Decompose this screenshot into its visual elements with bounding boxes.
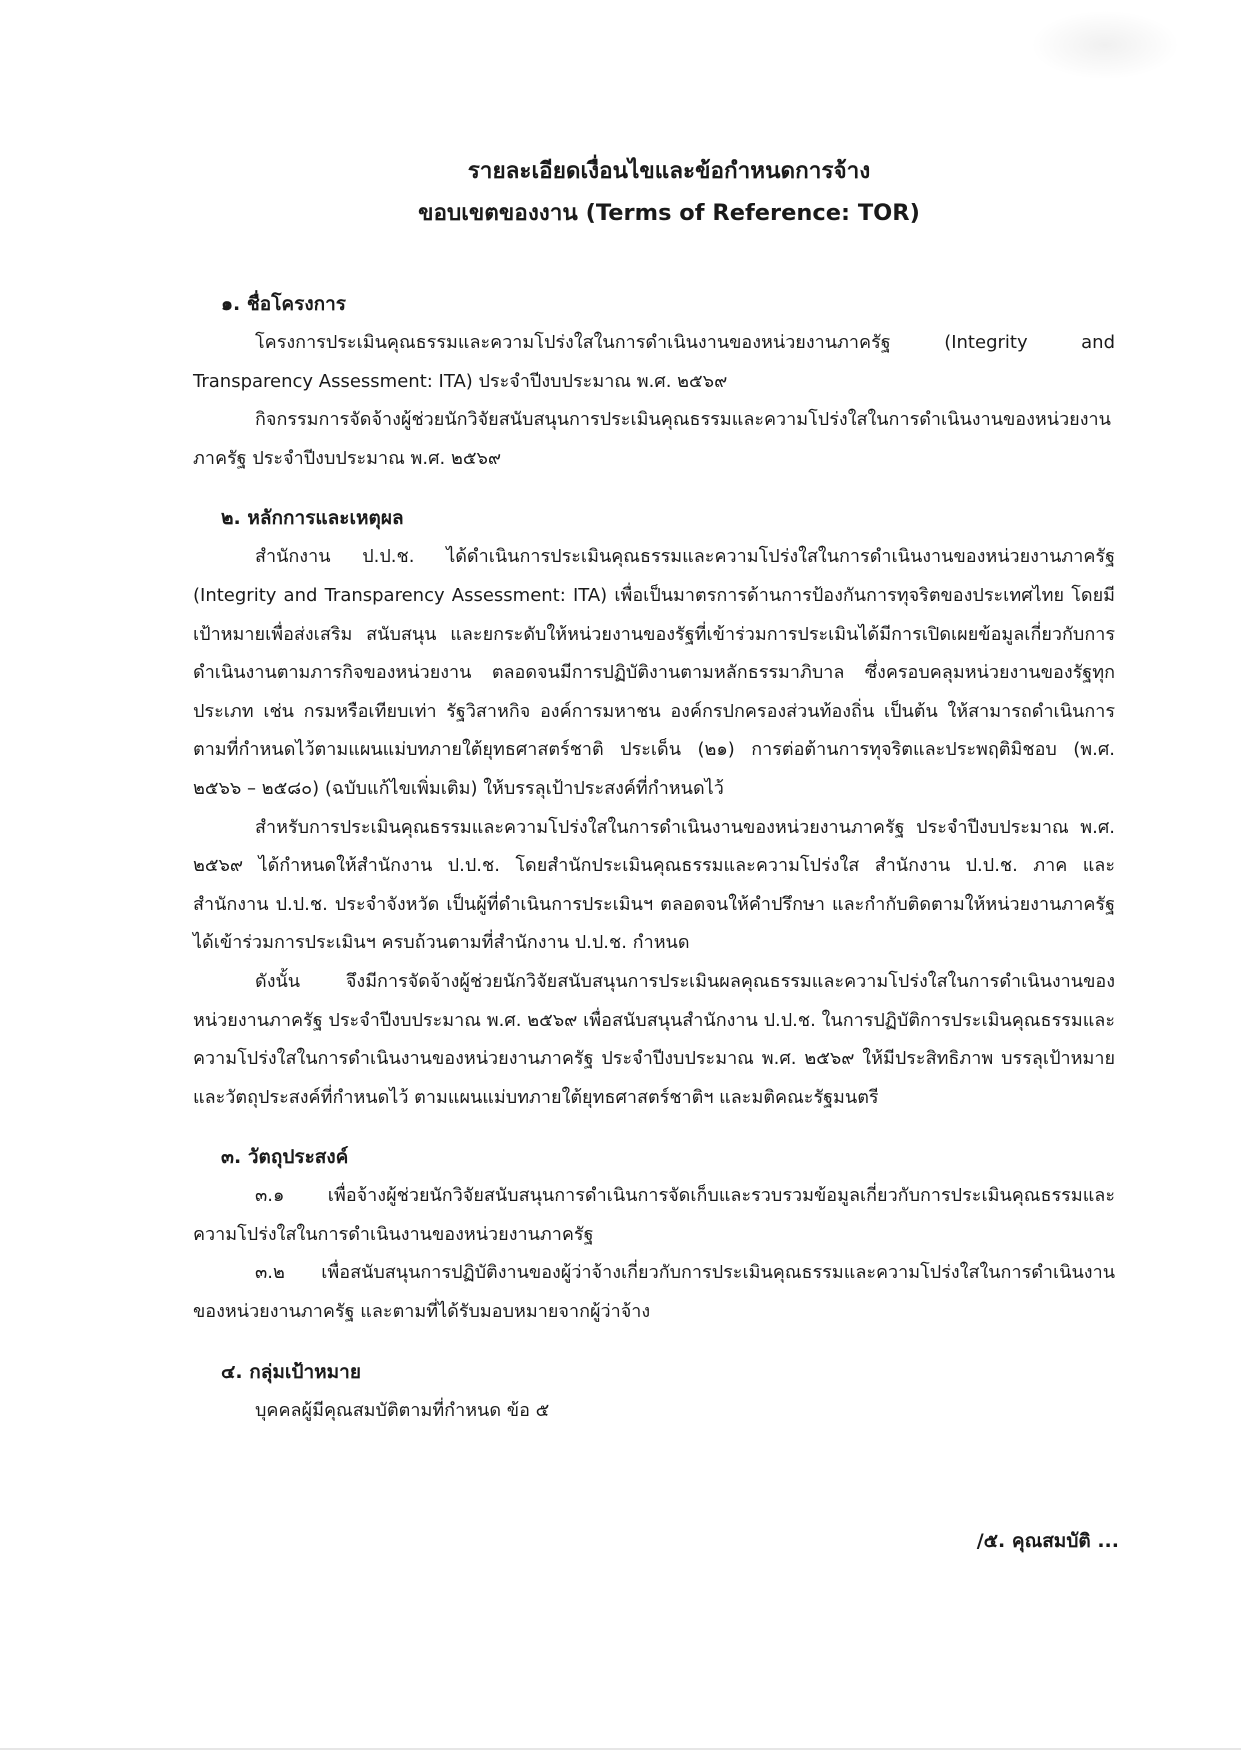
section-heading: ๒. หลักการและเหตุผล: [221, 507, 404, 530]
paragraph: สำนักงาน ป.ป.ช. ได้ดำเนินการประเมินคุณธรรมและความโปร่งใสในการดำเนินงานของหน่วยงานภาครัฐ (Integrity and Transparency Assessment: ITA) เพื่อเป็นมาตรการด้านการป้องกันการทุจริตของประเทศไทย โดยมีเป้าหมายเพื่อส่งเสริม สนับสนุน และยกระดับให้หน่วยงานของรัฐที่เข้าร่วมการประเมินได้มีการเปิดเผยข้อมูลเกี่ยวกับการดำเนินงานตามภารกิจของหน่วยงาน ตลอดจนมีการปฏิบัติงานตามหลักธรรมาภิบาล ซึ่งครอบคลุมหน่วยงานของรัฐทุกประเภท เช่น กรมหรือเทียบเท่า รัฐวิสาหกิจ องค์การมหาชน องค์กรปกครองส่วนท้องถิ่น เป็นต้น ให้สามารถดำเนินการตามที่กำหนดไว้ตามแผนแม่บทภายใต้ยุทธศาสตร์ชาติ ประเด็น (๒๑) การต่อต้านการทุจริตและประพฤติมิชอบ (พ.ศ. ๒๕๖๖ – ๒๕๘๐) (ฉบับแก้ไขเพิ่มเติม) ให้บรรลุเป้าประสงค์ที่กำหนดไว้: [193, 546, 1115, 799]
section-project-name: [193, 288, 1115, 478]
scan-smudge: [1030, 10, 1180, 80]
paragraph: บุคคลผู้มีคุณสมบัติตามที่กำหนด ข้อ ๕: [255, 1399, 550, 1421]
document-title-line-1: รายละเอียดเงื่อนไขและข้อกำหนดการจ้าง: [467, 158, 871, 184]
section-target-group: [193, 1356, 1115, 1431]
continuation-marker: /๕. คุณสมบัติ ...: [976, 1530, 1119, 1552]
section-heading: ๔. กลุ่มเป้าหมาย: [221, 1360, 361, 1383]
document-page: [193, 150, 1115, 1430]
section-heading: ๑. ชื่อโครงการ: [221, 293, 346, 315]
paragraph: กิจกรรมการจัดจ้างผู้ช่วยนักวิจัยสนับสนุนการประเมินคุณธรรมและความโปร่งใสในการดำเนินงานของหน่วยงานภาครัฐ ประจำปีงบประมาณ พ.ศ. ๒๕๖๙: [193, 409, 1111, 469]
section-rationale: [193, 502, 1115, 1117]
paragraph: ๓.๑ เพื่อจ้างผู้ช่วยนักวิจัยสนับสนุนการดำเนินการจัดเก็บและรวบรวมข้อมูลเกี่ยวกับการประเมินคุณธรรมและความโปร่งใสในการดำเนินงานของหน่วยงานภาครัฐ: [193, 1185, 1115, 1245]
document-title-line-2: ขอบเขตของงาน (Terms of Reference: TOR): [418, 200, 920, 226]
paragraph: สำหรับการประเมินคุณธรรมและความโปร่งใสในการดำเนินงานของหน่วยงานภาครัฐ ประจำปีงบประมาณ พ.ศ. ๒๕๖๙ ได้กำหนดให้สำนักงาน ป.ป.ช. โดยสำนักประเมินคุณธรรมและความโปร่งใส สำนักงาน ป.ป.ช. ภาค และสำนักงาน ป.ป.ช. ประจำจังหวัด เป็นผู้ที่ดำเนินการประเมินฯ ตลอดจนให้คำปรึกษา และกำกับติดตามให้หน่วยงานภาครัฐได้เข้าร่วมการประเมินฯ ครบถ้วนตามที่สำนักงาน ป.ป.ช. กำหนด: [193, 816, 1115, 954]
paragraph: ๓.๒ เพื่อสนับสนุนการปฏิบัติงานของผู้ว่าจ้างเกี่ยวกับการประเมินคุณธรรมและความโปร่งใสในการดำเนินงานของหน่วยงานภาครัฐ และตามที่ได้รับมอบหมายจากผู้ว่าจ้าง: [193, 1262, 1115, 1323]
section-objectives: [193, 1141, 1115, 1331]
paragraph: โครงการประเมินคุณธรรมและความโปร่งใสในการดำเนินงานของหน่วยงานภาครัฐ (Integrity and Transparency Assessment: ITA) ประจำปีงบประมาณ พ.ศ. ๒๕๖๙: [193, 332, 1115, 392]
title-block: [223, 150, 1115, 234]
scan-edge-line: [0, 1748, 1241, 1750]
section-heading: ๓. วัตถุประสงค์: [221, 1146, 349, 1169]
paragraph: ดังนั้น จึงมีการจัดจ้างผู้ช่วยนักวิจัยสนับสนุนการประเมินผลคุณธรรมและความโปร่งใสในการดำเนินงานของหน่วยงานภาครัฐ ประจำปีงบประมาณ พ.ศ. ๒๕๖๙ เพื่อสนับสนุนสำนักงาน ป.ป.ช. ในการปฏิบัติการประเมินคุณธรรมและความโปร่งใสในการดำเนินงานของหน่วยงานภาครัฐ ประจำปีงบประมาณ พ.ศ. ๒๕๖๙ ให้มีประสิทธิภาพ บรรลุเป้าหมายและวัตถุประสงค์ที่กำหนดไว้ ตามแผนแม่บทภายใต้ยุทธศาสตร์ชาติฯ และมติคณะรัฐมนตรี: [193, 970, 1115, 1108]
